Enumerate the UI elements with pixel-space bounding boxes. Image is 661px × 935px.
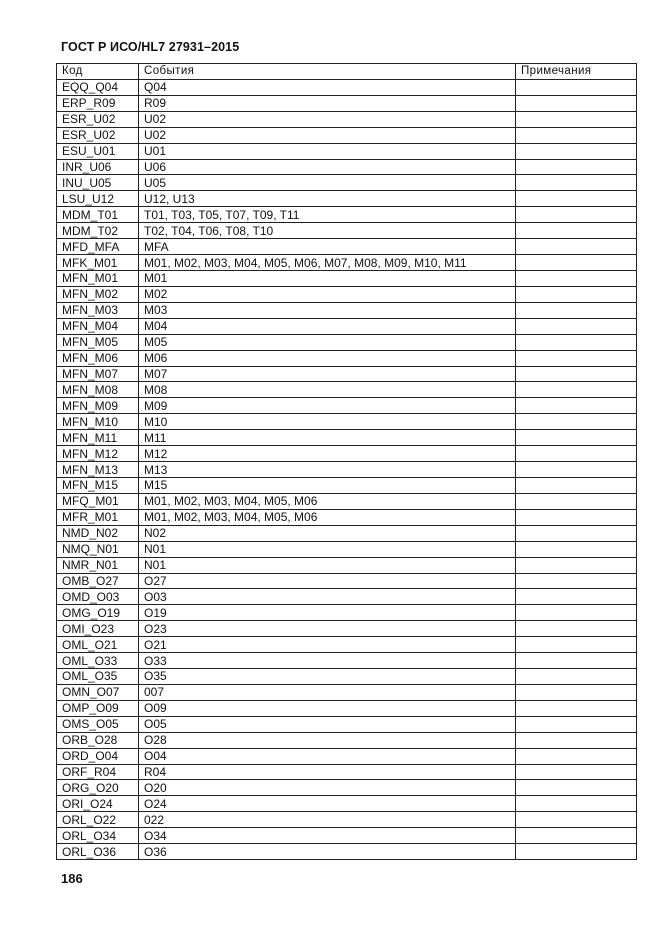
cell-code: ORB_O28 xyxy=(57,732,139,748)
table-row xyxy=(57,748,637,764)
cell-notes xyxy=(516,557,637,573)
cell-events: O28 xyxy=(139,732,516,748)
cell-code: OMP_O09 xyxy=(57,700,139,716)
cell-events: N02 xyxy=(139,525,516,541)
table-row xyxy=(57,780,637,796)
cell-events: O24 xyxy=(139,796,516,812)
cell-code: ORL_O36 xyxy=(57,844,139,860)
cell-events: Q04 xyxy=(139,79,516,95)
cell-events: T02, T04, T06, T08, T10 xyxy=(139,223,516,239)
cell-code: MFQ_M01 xyxy=(57,493,139,509)
table-row xyxy=(57,79,637,95)
cell-code: ORI_O24 xyxy=(57,796,139,812)
cell-events: O05 xyxy=(139,716,516,732)
cell-notes xyxy=(516,541,637,557)
cell-code: MFN_M10 xyxy=(57,414,139,430)
cell-code: NMR_N01 xyxy=(57,557,139,573)
table-row xyxy=(57,334,637,350)
cell-code: OMN_O07 xyxy=(57,684,139,700)
table-row xyxy=(57,462,637,478)
table-row xyxy=(57,477,637,493)
table-row xyxy=(57,95,637,111)
cell-notes xyxy=(516,525,637,541)
cell-notes xyxy=(516,239,637,255)
cell-events: M09 xyxy=(139,398,516,414)
cell-notes xyxy=(516,398,637,414)
table-body xyxy=(57,79,637,859)
cell-notes xyxy=(516,175,637,191)
cell-events: O09 xyxy=(139,700,516,716)
cell-code: MFN_M07 xyxy=(57,366,139,382)
cell-code: OML_O35 xyxy=(57,669,139,685)
cell-events: M01, M02, M03, M04, M05, M06 xyxy=(139,509,516,525)
column-header-notes: Примечания xyxy=(516,64,637,80)
cell-code: MFN_M03 xyxy=(57,302,139,318)
cell-code: ORD_O04 xyxy=(57,748,139,764)
table-row xyxy=(57,812,637,828)
cell-notes xyxy=(516,669,637,685)
table-row xyxy=(57,159,637,175)
cell-code: ORF_R04 xyxy=(57,764,139,780)
cell-notes xyxy=(516,716,637,732)
cell-code: MFN_M11 xyxy=(57,430,139,446)
cell-events: M08 xyxy=(139,382,516,398)
cell-events: O19 xyxy=(139,605,516,621)
cell-events: U06 xyxy=(139,159,516,175)
cell-notes xyxy=(516,191,637,207)
cell-code: MFN_M15 xyxy=(57,477,139,493)
cell-code: ESR_U02 xyxy=(57,127,139,143)
cell-code: MDM_T02 xyxy=(57,223,139,239)
cell-notes xyxy=(516,684,637,700)
table-row xyxy=(57,621,637,637)
cell-notes xyxy=(516,653,637,669)
cell-notes xyxy=(516,462,637,478)
table-row xyxy=(57,844,637,860)
table-row xyxy=(57,414,637,430)
cell-events: T01, T03, T05, T07, T09, T11 xyxy=(139,207,516,223)
cell-notes xyxy=(516,223,637,239)
cell-events: O23 xyxy=(139,621,516,637)
column-header-events: События xyxy=(139,64,516,80)
cell-notes xyxy=(516,302,637,318)
cell-code: ESR_U02 xyxy=(57,111,139,127)
cell-events: MFA xyxy=(139,239,516,255)
table-row xyxy=(57,430,637,446)
cell-notes xyxy=(516,812,637,828)
cell-code: MFK_M01 xyxy=(57,255,139,271)
table-row xyxy=(57,302,637,318)
cell-events: R04 xyxy=(139,764,516,780)
table-row xyxy=(57,127,637,143)
cell-notes xyxy=(516,350,637,366)
cell-notes xyxy=(516,477,637,493)
cell-notes xyxy=(516,207,637,223)
cell-events: O03 xyxy=(139,589,516,605)
cell-notes xyxy=(516,286,637,302)
table-row xyxy=(57,286,637,302)
table-row xyxy=(57,350,637,366)
cell-code: MFN_M09 xyxy=(57,398,139,414)
table-row xyxy=(57,669,637,685)
cell-events: O04 xyxy=(139,748,516,764)
table-row xyxy=(57,605,637,621)
cell-code: OMS_O05 xyxy=(57,716,139,732)
column-header-code: Код xyxy=(57,64,139,80)
cell-notes xyxy=(516,366,637,382)
table-header-row xyxy=(57,64,637,80)
cell-code: EQQ_Q04 xyxy=(57,79,139,95)
cell-events: O27 xyxy=(139,573,516,589)
cell-notes xyxy=(516,414,637,430)
cell-code: MFN_M04 xyxy=(57,318,139,334)
cell-code: MFN_M06 xyxy=(57,350,139,366)
table-row xyxy=(57,509,637,525)
cell-notes xyxy=(516,700,637,716)
table-row xyxy=(57,398,637,414)
table-row xyxy=(57,557,637,573)
table-row xyxy=(57,191,637,207)
cell-code: OMG_O19 xyxy=(57,605,139,621)
cell-code: MFN_M12 xyxy=(57,446,139,462)
cell-events: 022 xyxy=(139,812,516,828)
cell-notes xyxy=(516,780,637,796)
table-row xyxy=(57,382,637,398)
cell-events: U02 xyxy=(139,127,516,143)
cell-notes xyxy=(516,143,637,159)
cell-events: M04 xyxy=(139,318,516,334)
cell-notes xyxy=(516,764,637,780)
cell-events: M07 xyxy=(139,366,516,382)
cell-events: M06 xyxy=(139,350,516,366)
table-row xyxy=(57,111,637,127)
cell-code: OML_O21 xyxy=(57,637,139,653)
cell-notes xyxy=(516,111,637,127)
cell-code: ERP_R09 xyxy=(57,95,139,111)
table-row xyxy=(57,255,637,271)
cell-notes xyxy=(516,637,637,653)
table-row xyxy=(57,732,637,748)
cell-code: MFN_M05 xyxy=(57,334,139,350)
cell-code: ORG_O20 xyxy=(57,780,139,796)
cell-code: INU_U05 xyxy=(57,175,139,191)
table-row xyxy=(57,366,637,382)
cell-code: MFD_MFA xyxy=(57,239,139,255)
table-row xyxy=(57,270,637,286)
cell-events: U01 xyxy=(139,143,516,159)
cell-notes xyxy=(516,748,637,764)
cell-code: MFN_M13 xyxy=(57,462,139,478)
cell-events: M01, M02, M03, M04, M05, M06 xyxy=(139,493,516,509)
cell-notes xyxy=(516,605,637,621)
cell-events: M01 xyxy=(139,270,516,286)
cell-code: LSU_U12 xyxy=(57,191,139,207)
cell-events: O36 xyxy=(139,844,516,860)
cell-events: M15 xyxy=(139,477,516,493)
table-row xyxy=(57,223,637,239)
cell-notes xyxy=(516,430,637,446)
table-row xyxy=(57,700,637,716)
cell-events: M03 xyxy=(139,302,516,318)
cell-notes xyxy=(516,79,637,95)
cell-notes xyxy=(516,318,637,334)
table-row xyxy=(57,143,637,159)
cell-events: M11 xyxy=(139,430,516,446)
cell-events: U02 xyxy=(139,111,516,127)
cell-notes xyxy=(516,127,637,143)
cell-events: M10 xyxy=(139,414,516,430)
cell-events: N01 xyxy=(139,541,516,557)
table-row xyxy=(57,175,637,191)
cell-events: M01, M02, M03, M04, M05, M06, M07, M08, M09, M10, M11 xyxy=(139,255,516,271)
cell-notes xyxy=(516,159,637,175)
document-header: ГОСТ Р ИСО/HL7 27931–2015 xyxy=(61,40,240,54)
cell-events: M05 xyxy=(139,334,516,350)
cell-notes xyxy=(516,382,637,398)
table-row xyxy=(57,493,637,509)
cell-notes xyxy=(516,509,637,525)
cell-notes xyxy=(516,334,637,350)
cell-code: MFN_M01 xyxy=(57,270,139,286)
cell-notes xyxy=(516,255,637,271)
cell-code: NMD_N02 xyxy=(57,525,139,541)
cell-notes xyxy=(516,95,637,111)
table-row xyxy=(57,716,637,732)
cell-code: MFR_M01 xyxy=(57,509,139,525)
page-number: 186 xyxy=(61,871,83,886)
table-row xyxy=(57,573,637,589)
table-row xyxy=(57,796,637,812)
cell-notes xyxy=(516,732,637,748)
cell-notes xyxy=(516,621,637,637)
cell-code: MFN_M02 xyxy=(57,286,139,302)
cell-events: O35 xyxy=(139,669,516,685)
cell-events: R09 xyxy=(139,95,516,111)
cell-notes xyxy=(516,844,637,860)
cell-events: O33 xyxy=(139,653,516,669)
cell-code: ORL_O22 xyxy=(57,812,139,828)
cell-code: INR_U06 xyxy=(57,159,139,175)
table-row xyxy=(57,207,637,223)
table-row xyxy=(57,446,637,462)
cell-code: ESU_U01 xyxy=(57,143,139,159)
cell-events: U05 xyxy=(139,175,516,191)
cell-events: O34 xyxy=(139,828,516,844)
cell-code: OMD_O03 xyxy=(57,589,139,605)
cell-code: MDM_T01 xyxy=(57,207,139,223)
table-row xyxy=(57,318,637,334)
cell-code: MFN_M08 xyxy=(57,382,139,398)
cell-events: 007 xyxy=(139,684,516,700)
table-row xyxy=(57,653,637,669)
cell-events: M13 xyxy=(139,462,516,478)
cell-notes xyxy=(516,828,637,844)
cell-notes xyxy=(516,446,637,462)
table-row xyxy=(57,637,637,653)
cell-events: U12, U13 xyxy=(139,191,516,207)
table-row xyxy=(57,764,637,780)
cell-events: M12 xyxy=(139,446,516,462)
cell-events: O21 xyxy=(139,637,516,653)
table-row xyxy=(57,684,637,700)
table-row xyxy=(57,525,637,541)
cell-notes xyxy=(516,589,637,605)
cell-code: OML_O33 xyxy=(57,653,139,669)
cell-code: ORL_O34 xyxy=(57,828,139,844)
cell-events: M02 xyxy=(139,286,516,302)
table-row xyxy=(57,589,637,605)
events-table xyxy=(56,63,637,860)
table-row xyxy=(57,239,637,255)
table-row xyxy=(57,541,637,557)
cell-notes xyxy=(516,493,637,509)
cell-events: N01 xyxy=(139,557,516,573)
cell-notes xyxy=(516,796,637,812)
cell-notes xyxy=(516,573,637,589)
table-row xyxy=(57,828,637,844)
cell-notes xyxy=(516,270,637,286)
cell-code: NMQ_N01 xyxy=(57,541,139,557)
cell-events: O20 xyxy=(139,780,516,796)
cell-code: OMB_O27 xyxy=(57,573,139,589)
cell-code: OMI_O23 xyxy=(57,621,139,637)
